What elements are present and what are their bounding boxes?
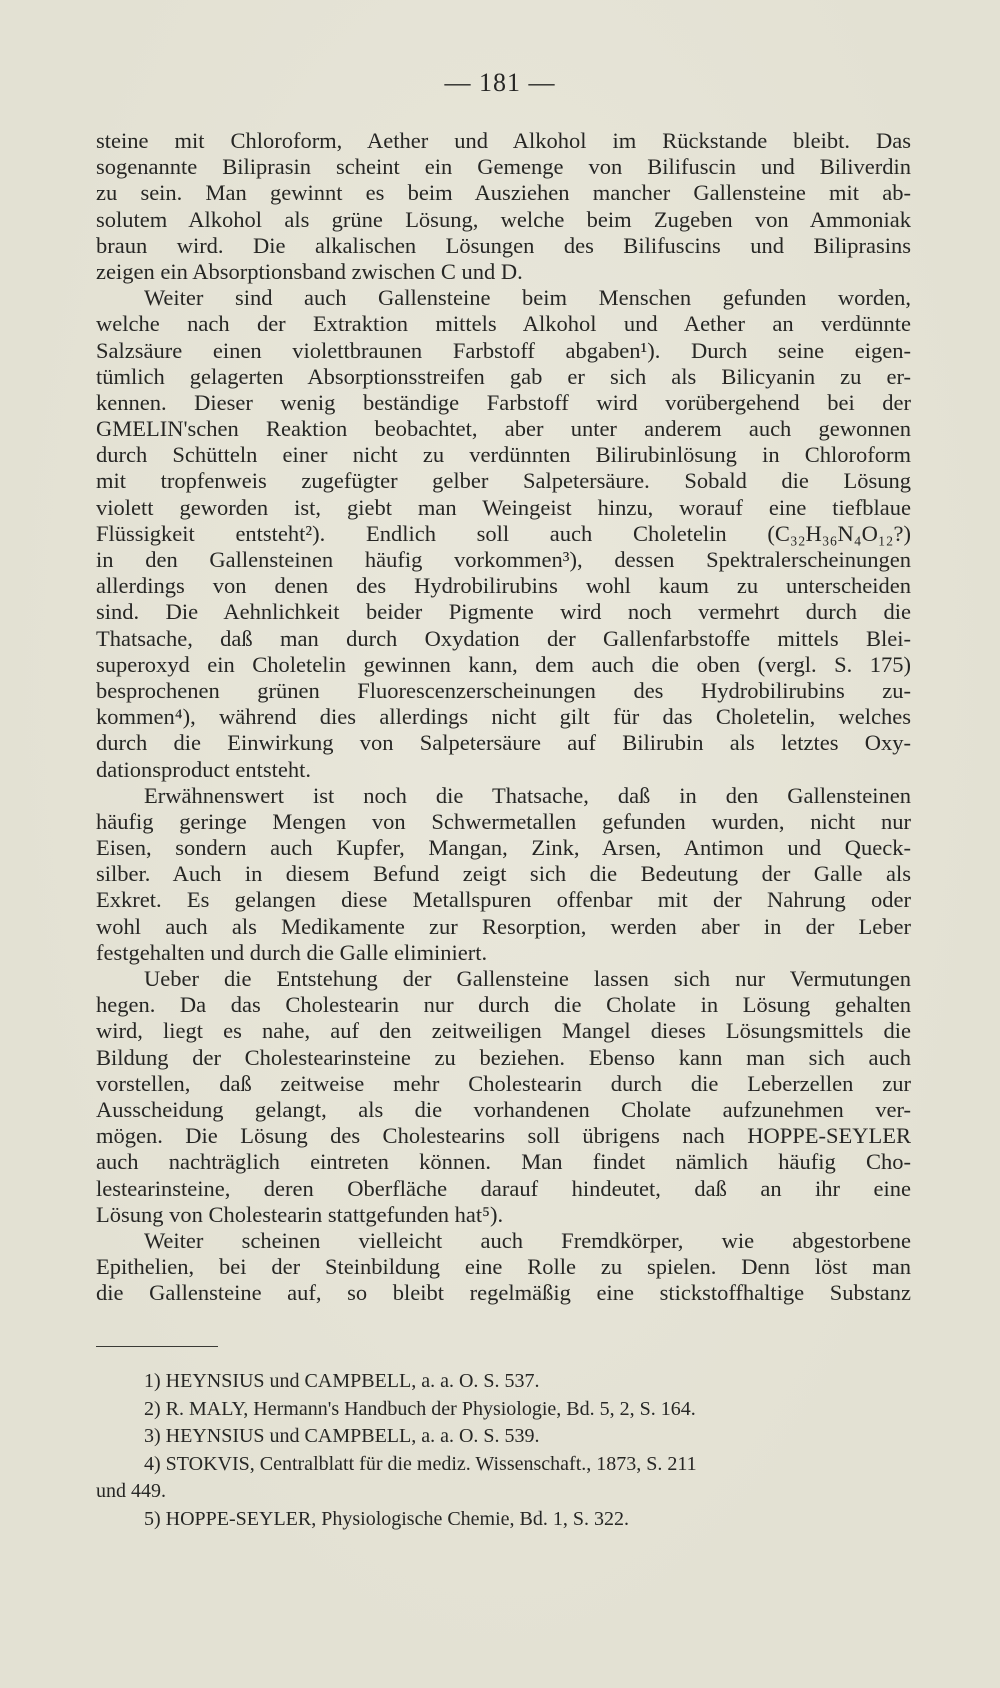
- text-line: zu sein. Man gewinnt es beim Ausziehen mancher Gallensteine mit ab-: [96, 180, 911, 206]
- text-line: sogenannte Biliprasin scheint ein Gemenge von Bilifuscin und Biliverdin: [96, 154, 911, 180]
- text-line: Exkret. Es gelangen diese Metallspuren offenbar mit der Nahrung oder: [96, 887, 911, 913]
- text-line: violett geworden ist, giebt man Weingeist hinzu, worauf eine tiefblaue: [96, 494, 911, 520]
- text-line: Eisen, sondern auch Kupfer, Mangan, Zink, Arsen, Antimon und Queck-: [96, 835, 911, 861]
- text-line: sind. Die Aehnlichkeit beider Pigmente wird noch vermehrt durch die: [96, 599, 911, 625]
- body-text: [96, 128, 911, 1306]
- text-line: Lösung von Cholestearin stattgefunden hat⁵).: [96, 1201, 504, 1227]
- footnote-line: und 449.: [96, 1480, 166, 1503]
- text-line: steine mit Chloroform, Aether und Alkohol im Rückstande bleibt. Das: [96, 128, 911, 153]
- text-line: festgehalten und durch die Galle eliminiert.: [96, 939, 488, 965]
- footnote-line: 1) HEYNSIUS und CAMPBELL, a. a. O. S. 537.: [144, 1370, 540, 1392]
- footnote-line: 3) HEYNSIUS und CAMPBELL, a. a. O. S. 539.: [144, 1425, 540, 1448]
- text-line: Thatsache, daß man durch Oxydation der Gallenfarbstoffe mittels Blei-: [96, 625, 911, 651]
- text-line: besprochenen grünen Fluorescenzerscheinungen des Hydrobilirubins zu-: [96, 677, 911, 703]
- text-line: vorstellen, daß zeitweise mehr Cholestearin durch die Leberzellen zur: [96, 1070, 911, 1096]
- text-line: wohl auch als Medikamente zur Resorption, werden aber in der Leber: [96, 913, 911, 939]
- text-line: die Gallensteine auf, so bleibt regelmäßig eine stickstoffhaltige Substanz: [96, 1280, 911, 1306]
- text-line: durch die Einwirkung von Salpetersäure auf Bilirubin als letztes Oxy-: [96, 730, 911, 756]
- text-line: Bildung der Cholestearinsteine zu beziehen. Ebenso kann man sich auch: [96, 1044, 911, 1070]
- text-line: solutem Alkohol als grüne Lösung, welche beim Zugeben von Ammoniak: [96, 206, 911, 232]
- text-line: braun wird. Die alkalischen Lösungen des Bilifuscins und Biliprasins: [96, 232, 911, 258]
- text-line: Ueber die Entstehung der Gallensteine lassen sich nur Vermutungen: [144, 966, 911, 991]
- text-line: Salzsäure einen violettbraunen Farbstoff abgaben¹). Durch seine eigen-: [96, 337, 911, 363]
- text-line: allerdings von denen des Hydrobilirubins wohl kaum zu unterscheiden: [96, 573, 911, 599]
- text-line: wird, liegt es nahe, auf den zeitweiligen Mangel dieses Lösungsmittels die: [96, 1018, 911, 1044]
- text-line: welche nach der Extraktion mittels Alkohol und Aether an verdünnte: [96, 311, 911, 337]
- text-line: superoxyd ein Choletelin gewinnen kann, dem auch die oben (vergl. S. 175): [96, 651, 911, 677]
- text-line: kennen. Dieser wenig beständige Farbstoff wird vorübergehend bei der: [96, 389, 911, 415]
- text-line: silber. Auch in diesem Befund zeigt sich die Bedeutung der Galle als: [96, 861, 911, 887]
- text-line: lestearinsteine, deren Oberfläche darauf hindeutet, daß an ihr eine: [96, 1175, 911, 1201]
- footnote-line: 2) R. MALY, Hermann's Handbuch der Physiologie, Bd. 5, 2, S. 164.: [144, 1397, 696, 1420]
- text-line: in den Gallensteinen häufig vorkommen³), dessen Spektralerscheinungen: [96, 547, 911, 572]
- text-line: mit tropfenweis zugefügter gelber Salpetersäure. Sobald die Lösung: [96, 468, 911, 494]
- text-line: kommen⁴), während dies allerdings nicht gilt für das Choletelin, welches: [96, 704, 911, 730]
- text-line: auch nachträglich eintreten können. Man findet nämlich häufig Cho-: [96, 1149, 911, 1175]
- text-line: Erwähnenswert ist noch die Thatsache, daß in den Gallensteinen: [144, 782, 911, 808]
- footnote-line: 5) HOPPE-SEYLER, Physiologische Chemie, Bd. 1, S. 322.: [144, 1507, 630, 1530]
- text-line: Weiter scheinen vielleicht auch Fremdkörper, wie abgestorbene: [144, 1227, 911, 1253]
- page-number: — 181 —: [444, 68, 556, 97]
- text-line: dationsproduct entsteht.: [96, 756, 311, 782]
- text-line: Epithelien, bei der Steinbildung eine Rolle zu spielen. Denn löst man: [96, 1254, 911, 1280]
- text-line: tümlich gelagerten Absorptionsstreifen gab er sich als Bilicyanin zu er-: [96, 363, 911, 389]
- text-line: Weiter sind auch Gallensteine beim Menschen gefunden worden,: [144, 285, 911, 311]
- text-line: mögen. Die Lösung des Cholestearins soll übrigens nach HOPPE-SEYLER: [96, 1123, 911, 1149]
- footnotes: [96, 1368, 911, 1534]
- text-line: hegen. Da das Cholestearin nur durch die Cholate in Lösung gehalten: [96, 992, 911, 1018]
- text-line: durch Schütteln einer nicht zu verdünnten Bilirubinlösung in Chloroform: [96, 442, 911, 468]
- footnote-line: 4) STOKVIS, Centralblatt für die mediz. Wissenschaft., 1873, S. 211: [144, 1452, 697, 1475]
- text-line: GMELIN'schen Reaktion beobachtet, aber unter anderem auch gewonnen: [96, 416, 911, 442]
- footnote-divider: [96, 1346, 218, 1347]
- text-line: Ausscheidung gelangt, als die vorhandenen Cholate aufzunehmen ver-: [96, 1096, 911, 1122]
- text-line: Flüssigkeit entsteht²). Endlich soll auch Choletelin (C₃₂H₃₆N₄O₁₂?): [96, 520, 911, 546]
- text-line: zeigen ein Absorptionsband zwischen C und D.: [96, 258, 523, 284]
- text-line: häufig geringe Mengen von Schwermetallen gefunden wurden, nicht nur: [96, 808, 911, 834]
